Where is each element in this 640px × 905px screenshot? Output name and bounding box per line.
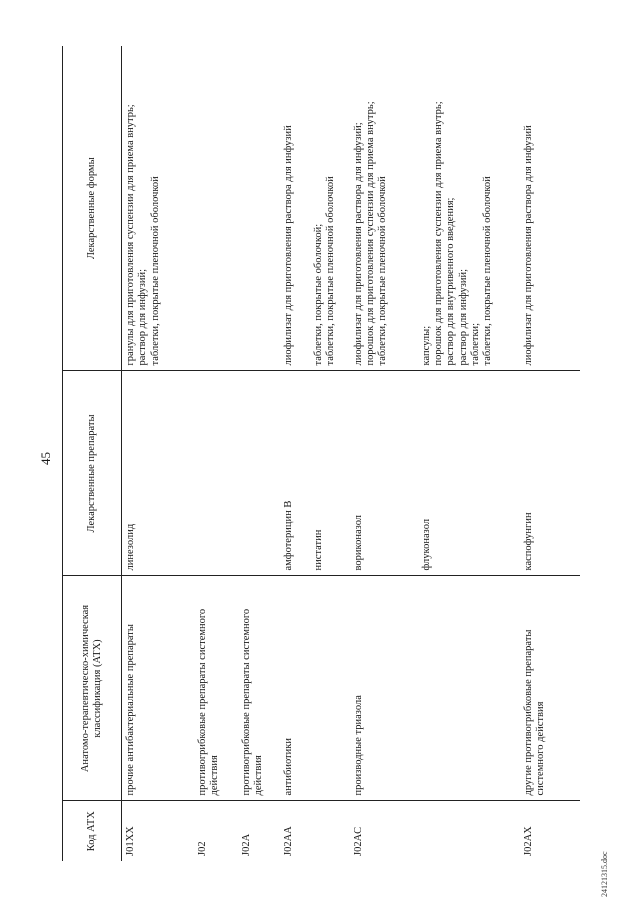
cell-classification: производные триазола xyxy=(350,576,418,801)
page-number: 45 xyxy=(38,452,53,465)
table-row xyxy=(418,46,520,861)
cell-code: J02AA xyxy=(280,801,310,861)
cell-classification xyxy=(310,576,350,801)
cell-code: J02AC xyxy=(350,801,418,861)
header-code: Код АТХ xyxy=(63,801,122,861)
cell-classification: прочие антибактериальные препараты xyxy=(122,576,194,801)
cell-drug: флуконазол xyxy=(418,371,520,576)
document-id: 24121315.doc xyxy=(600,851,609,897)
header-forms: Лекарственные формы xyxy=(63,46,122,371)
cell-code: J01XX xyxy=(122,801,194,861)
cell-forms xyxy=(238,46,280,371)
cell-forms: лиофилизат для приготовления раствора для инфузий xyxy=(520,46,580,371)
header-drugs: Лекарственные препараты xyxy=(63,371,122,576)
cell-forms: гранулы для приготовления суспензии для приема внутрь; раствор для инфузий; таблетки, покрытые пленочной оболочкой xyxy=(122,46,194,371)
cell-forms: капсулы; порошок для приготовления суспензии для приема внутрь; раствор для внутривенного введения; раствор для инфузий; таблетки; таблетки, покрытые пленочной оболочкой xyxy=(418,46,520,371)
table-row xyxy=(122,46,194,861)
cell-code xyxy=(310,801,350,861)
cell-classification: антибиотики xyxy=(280,576,310,801)
cell-forms: лиофилизат для приготовления раствора для инфузий xyxy=(280,46,310,371)
cell-code: J02 xyxy=(194,801,238,861)
cell-forms: таблетки, покрытые оболочкой; таблетки, покрытые пленочной оболочкой xyxy=(310,46,350,371)
cell-classification: другие противогрибковые препараты системного действия xyxy=(520,576,580,801)
cell-drug xyxy=(194,371,238,576)
cell-drug: каспофунгин xyxy=(520,371,580,576)
table-row xyxy=(310,46,350,861)
cell-drug: вориконазол xyxy=(350,371,418,576)
cell-classification xyxy=(418,576,520,801)
cell-code: J02AX xyxy=(520,801,580,861)
cell-drug xyxy=(238,371,280,576)
table-row xyxy=(520,46,580,861)
cell-forms: лиофилизат для приготовления раствора для инфузий; порошок для приготовления суспензии для приема внутрь; таблетки, покрытые пленочной оболочкой xyxy=(350,46,418,371)
table-header-row xyxy=(63,46,122,861)
table-row xyxy=(350,46,418,861)
table-row xyxy=(280,46,310,861)
atx-table xyxy=(62,46,580,861)
cell-code xyxy=(418,801,520,861)
table-row xyxy=(194,46,238,861)
cell-classification: противогрибковые препараты системного действия xyxy=(194,576,238,801)
cell-code: J02A xyxy=(238,801,280,861)
table-row xyxy=(238,46,280,861)
cell-classification: противогрибковые препараты системного действия xyxy=(238,576,280,801)
cell-drug: линезолид xyxy=(122,371,194,576)
cell-drug: нистатин xyxy=(310,371,350,576)
cell-forms xyxy=(194,46,238,371)
cell-drug: амфотерицин В xyxy=(280,371,310,576)
header-classification: Анатомо-терапевтическо-химическая классификация (АТХ) xyxy=(63,576,122,801)
